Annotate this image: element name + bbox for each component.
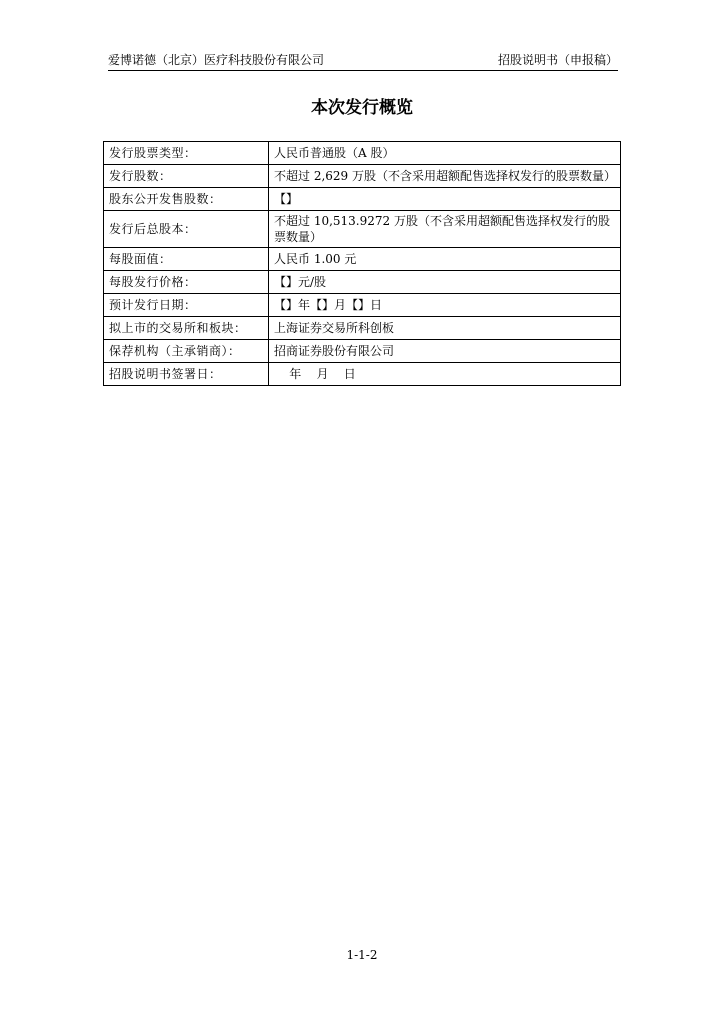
row-label: 股东公开发售股数： — [104, 188, 269, 211]
row-value: 人民币 1.00 元 — [269, 248, 621, 271]
table-row-sponsor — [104, 340, 621, 363]
row-label: 每股发行价格： — [104, 271, 269, 294]
row-label: 发行股票类型： — [104, 142, 269, 165]
table-row-par-value — [104, 248, 621, 271]
row-value: 年 月 日 — [269, 363, 621, 386]
table-row-offer-date — [104, 294, 621, 317]
row-value: 【】 — [269, 188, 621, 211]
header-company-name: 爱博诺德（北京）医疗科技股份有限公司 — [108, 53, 325, 67]
table-row-total-shares — [104, 211, 621, 248]
row-label: 招股说明书签署日： — [104, 363, 269, 386]
table-row-share-count — [104, 165, 621, 188]
row-label: 保荐机构（主承销商）： — [104, 340, 269, 363]
row-value: 人民币普通股（A 股） — [269, 142, 621, 165]
row-value: 【】年【】月【】日 — [269, 294, 621, 317]
header-document-type: 招股说明书（申报稿） — [497, 53, 618, 67]
row-value: 上海证券交易所科创板 — [269, 317, 621, 340]
row-value: 不超过 2,629 万股（不含采用超额配售选择权发行的股票数量） — [269, 165, 621, 188]
row-label: 预计发行日期： — [104, 294, 269, 317]
row-value: 【】元/股 — [269, 271, 621, 294]
table-row-offer-price — [104, 271, 621, 294]
row-label: 发行股数： — [104, 165, 269, 188]
row-value: 不超过 10,513.9272 万股（不含采用超额配售选择权发行的股票数量） — [269, 211, 621, 248]
table-row-shareholder-offering — [104, 188, 621, 211]
document-title: 本次发行概览 — [311, 98, 413, 118]
row-label: 发行后总股本： — [104, 211, 269, 248]
table-row-signing-date — [104, 363, 621, 386]
table-row-stock-type — [104, 142, 621, 165]
row-label: 拟上市的交易所和板块： — [104, 317, 269, 340]
table-row-exchange-board — [104, 317, 621, 340]
page-header — [108, 50, 618, 71]
row-value: 招商证券股份有限公司 — [269, 340, 621, 363]
row-label: 每股面值： — [104, 248, 269, 271]
page-number: 1-1-2 — [346, 948, 378, 962]
offering-overview-table — [103, 141, 621, 386]
